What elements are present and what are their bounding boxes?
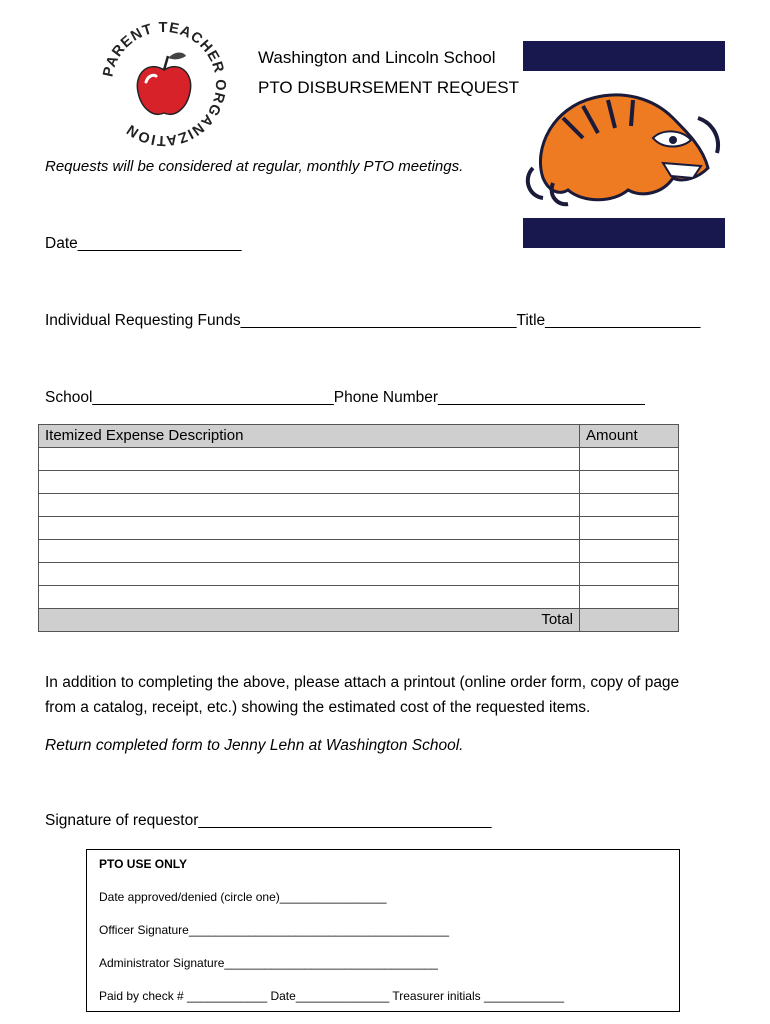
form-title: PTO DISBURSEMENT REQUEST (258, 78, 520, 97)
table-row (39, 517, 679, 540)
description-cell[interactable] (39, 563, 580, 586)
table-row (39, 448, 679, 471)
officer-signature-field[interactable]: Officer Signature_______________________________________ (99, 923, 450, 937)
school-name: Washington and Lincoln School (258, 48, 496, 67)
instructions-line-2: from a catalog, receipt, etc.) showing the estimated cost of the requested items. (45, 699, 591, 716)
expense-table (38, 424, 679, 632)
amount-cell[interactable] (580, 471, 679, 494)
logo-ring-text: PARENT TEACHER ORGANIZATION (100, 19, 229, 149)
date-approved-field[interactable]: Date approved/denied (circle one)________________ (99, 890, 387, 904)
amount-cell[interactable] (580, 448, 679, 471)
description-cell[interactable] (39, 448, 580, 471)
apple-icon (137, 53, 190, 115)
col-amount-header: Amount (580, 425, 679, 448)
instructions-line-1: In addition to completing the above, please attach a printout (online order form, copy of page (45, 674, 680, 691)
paid-by-check-field[interactable]: Paid by check # ____________ Date______________ Treasurer initials ____________ (99, 989, 565, 1003)
pto-use-heading: PTO USE ONLY (99, 857, 188, 871)
requestor-signature-field[interactable]: Signature of requestor__________________________________ (45, 812, 492, 829)
individual-title-field[interactable]: Individual Requesting Funds________________________________Title__________________ (45, 312, 701, 329)
administrator-signature-field[interactable]: Administrator Signature________________________________ (99, 956, 438, 970)
total-row (39, 609, 679, 632)
amount-cell[interactable] (580, 517, 679, 540)
school-phone-field[interactable]: School____________________________Phone Number________________________ (45, 389, 645, 406)
description-cell[interactable] (39, 471, 580, 494)
navy-bar-top (523, 41, 725, 71)
total-amount-cell[interactable] (580, 609, 679, 632)
table-row (39, 494, 679, 517)
col-description-header: Itemized Expense Description (39, 425, 580, 448)
tiger-mascot-icon (523, 78, 725, 212)
pto-logo (98, 18, 230, 150)
navy-bar-bottom (523, 218, 725, 248)
table-row (39, 471, 679, 494)
return-instructions: Return completed form to Jenny Lehn at Washington School. (45, 737, 464, 754)
table-row (39, 540, 679, 563)
intro-note: Requests will be considered at regular, monthly PTO meetings. (45, 158, 464, 175)
description-cell[interactable] (39, 494, 580, 517)
date-field[interactable]: Date___________________ (45, 235, 242, 252)
description-cell[interactable] (39, 586, 580, 609)
amount-cell[interactable] (580, 494, 679, 517)
amount-cell[interactable] (580, 563, 679, 586)
description-cell[interactable] (39, 517, 580, 540)
pto-use-box (86, 849, 680, 1012)
table-row (39, 563, 679, 586)
amount-cell[interactable] (580, 586, 679, 609)
total-label: Total (39, 609, 580, 632)
amount-cell[interactable] (580, 540, 679, 563)
table-row (39, 586, 679, 609)
description-cell[interactable] (39, 540, 580, 563)
